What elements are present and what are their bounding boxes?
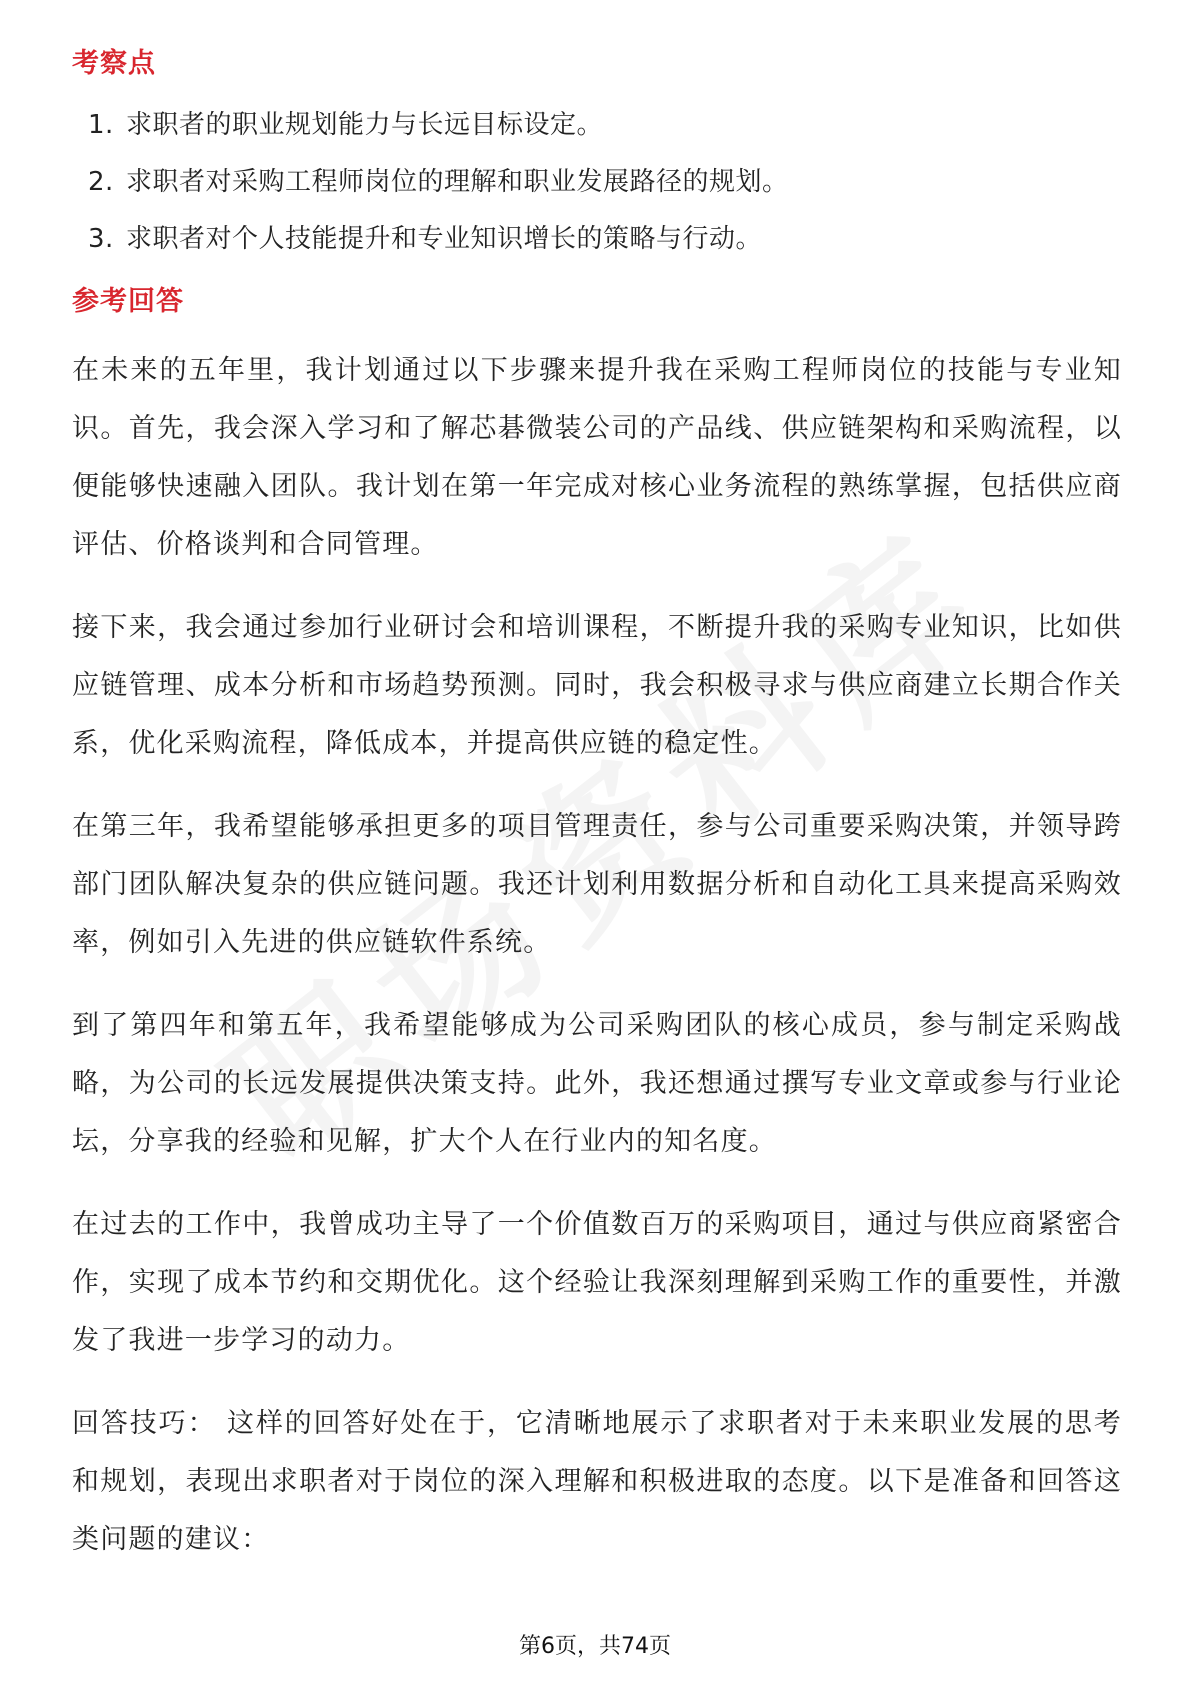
answer-paragraph: 在第三年，我希望能够承担更多的项目管理责任，参与公司重要采购决策，并领导跨部门团队解决复杂的供应链问题。我还计划利用数据分析和自动化工具来提高采购效率，例如引入先进的供应链软件系统。 <box>72 811 1122 958</box>
answer-paragraph: 在未来的五年里，我计划通过以下步骤来提升我在采购工程师岗位的技能与专业知识。首先，我会深入学习和了解芯碁微装公司的产品线、供应链架构和采购流程，以便能够快速融入团队。我计划在第一年完成对核心业务流程的熟练掌握，包括供应商评估、价格谈判和合同管理。 <box>72 355 1122 560</box>
exam-points-list <box>72 105 1122 259</box>
reference-answer-heading: 参考回答 <box>72 286 184 317</box>
list-item-number: 3. <box>88 224 114 254</box>
exam-points-heading: 考察点 <box>72 48 156 79</box>
list-item-number: 2. <box>88 167 114 197</box>
page-number-footer: 第6页，共74页 <box>519 1634 671 1659</box>
list-item-text: 求职者的职业规划能力与长远目标设定。 <box>126 110 604 140</box>
answer-paragraph: 到了第四年和第五年，我希望能够成为公司采购团队的核心成员，参与制定采购战略，为公司的长远发展提供决策支持。此外，我还想通过撰写专业文章或参与行业论坛，分享我的经验和见解，扩大个人在行业内的知名度。 <box>72 1010 1122 1157</box>
answer-paragraph: 在过去的工作中，我曾成功主导了一个价值数百万的采购项目，通过与供应商紧密合作，实现了成本节约和交期优化。这个经验让我深刻理解到采购工作的重要性，并激发了我进一步学习的动力。 <box>72 1209 1122 1356</box>
list-item-number: 1. <box>88 110 114 140</box>
list-item-text: 求职者对采购工程师岗位的理解和职业发展路径的规划。 <box>126 167 789 197</box>
answer-tips-paragraph: 回答技巧： 这样的回答好处在于，它清晰地展示了求职者对于未来职业发展的思考和规划，表现出求职者对于岗位的深入理解和积极进取的态度。以下是准备和回答这类问题的建议： <box>72 1408 1122 1555</box>
list-item-text: 求职者对个人技能提升和专业知识增长的策略与行动。 <box>126 224 763 254</box>
page-content <box>72 44 1122 1569</box>
list-item <box>72 162 1122 202</box>
list-item <box>72 219 1122 259</box>
list-item <box>72 105 1122 145</box>
answer-paragraph: 接下来，我会通过参加行业研讨会和培训课程，不断提升我的采购专业知识，比如供应链管理、成本分析和市场趋势预测。同时，我会积极寻求与供应商建立长期合作关系，优化采购流程，降低成本，并提高供应链的稳定性。 <box>72 612 1122 759</box>
